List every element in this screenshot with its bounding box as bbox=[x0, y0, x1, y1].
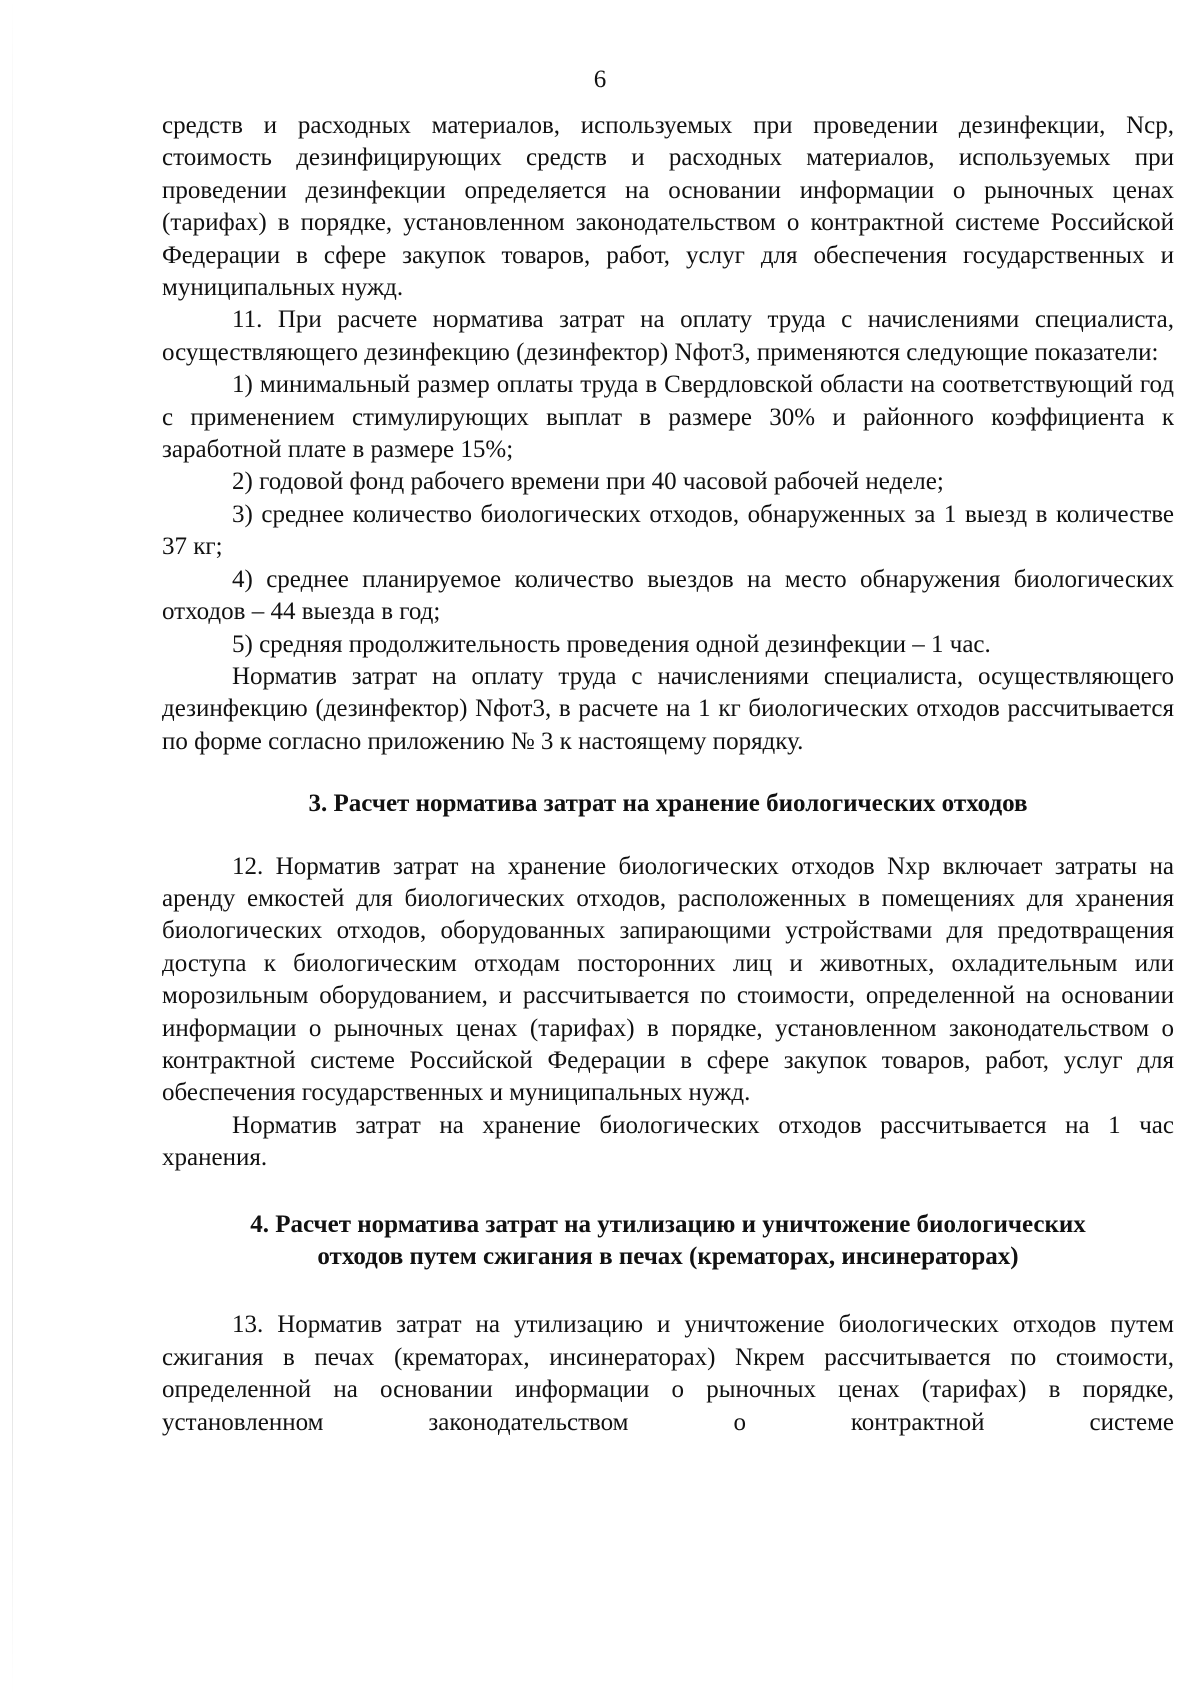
paragraph-11: 11. При расчете норматива затрат на оплату труда с начислениями специалиста, осуществляющего дезинфекцию (дезинфектор) Nфот3, применяются следующие показатели: bbox=[162, 306, 1174, 366]
list-item-1: 1) минимальный размер оплаты труда в Свердловской области на соответствующий год с применением стимулирующих выплат в размере 30% и районного коэффициента к заработной плате в размере 15%; bbox=[162, 371, 1174, 464]
list-item-5: 5) средняя продолжительность проведения одной дезинфекции – 1 час. bbox=[232, 630, 991, 658]
paragraph-storage-norm: Норматив затрат на хранение биологических отходов рассчитывается на 1 час хранения. bbox=[162, 1111, 1174, 1172]
paragraph-12: 12. Норматив затрат на хранение биологических отходов Nхр включает затраты на аренду емкостей для биологических отходов, расположенных в помещениях для хранения биологических отходов, оборудованных запирающими устройствами для предотвращения доступа к биологическим отходам посторонних лиц и животных, охладительным или морозильным оборудованием, и рассчитывается по стоимости, определенной на основании информации о рыночных ценах (тарифах) в порядке, установленном законодательством о контрактной системе Российской Федерации в сфере закупок товаров, работ, услуг для обеспечения государственных и муниципальных нужд. bbox=[162, 852, 1174, 1107]
page-number: 6 bbox=[593, 66, 607, 93]
paragraph-13: 13. Норматив затрат на утилизацию и уничтожение биологических отходов путем сжигания в печах (крематорах, инсинераторах) Nкрем рассчитывается по стоимости, определенной на основании информации о рыночных ценах (тарифах) в порядке, установленном законодательством о контрактной системе bbox=[162, 1311, 1174, 1436]
document-body bbox=[162, 110, 1174, 1439]
paragraph-norm-labor: Норматив затрат на оплату труда с начислениями специалиста, осуществляющего дезинфекцию (дезинфектор) Nфот3, в расчете на 1 кг биологических отходов рассчитывается по форме согласно приложению № 3 к настоящему порядку. bbox=[162, 662, 1174, 755]
list-item-3: 3) среднее количество биологических отходов, обнаруженных за 1 выезд в количестве 37 кг; bbox=[162, 500, 1174, 561]
paragraph-continuation: средств и расходных материалов, используемых при проведении дезинфекции, Nср, стоимость дезинфицирующих средств и расходных материалов, используемых при проведении дезинфекции определяется на основании информации о рыночных ценах (тарифах) в порядке, установленном законодательством о контрактной системе Российской Федерации в сфере закупок товаров, работ, услуг для обеспечения государственных и муниципальных нужд. bbox=[162, 112, 1174, 302]
section-3-heading: 3. Расчет норматива затрат на хранение биологических отходов bbox=[308, 790, 1028, 818]
list-item-4: 4) среднее планируемое количество выездов на место обнаружения биологических отходов – 44 выезда в год; bbox=[162, 565, 1174, 626]
scan-edge-shadow bbox=[12, 0, 13, 1696]
section-4-heading-line-1: 4. Расчет норматива затрат на утилизацию и уничтожение биологических bbox=[250, 1210, 1086, 1238]
section-4-heading-line-2: отходов путем сжигания в печах (крематорах, инсинераторах) bbox=[317, 1243, 1019, 1270]
list-item-2: 2) годовой фонд рабочего времени при 40 часовой рабочей неделе; bbox=[232, 468, 944, 496]
